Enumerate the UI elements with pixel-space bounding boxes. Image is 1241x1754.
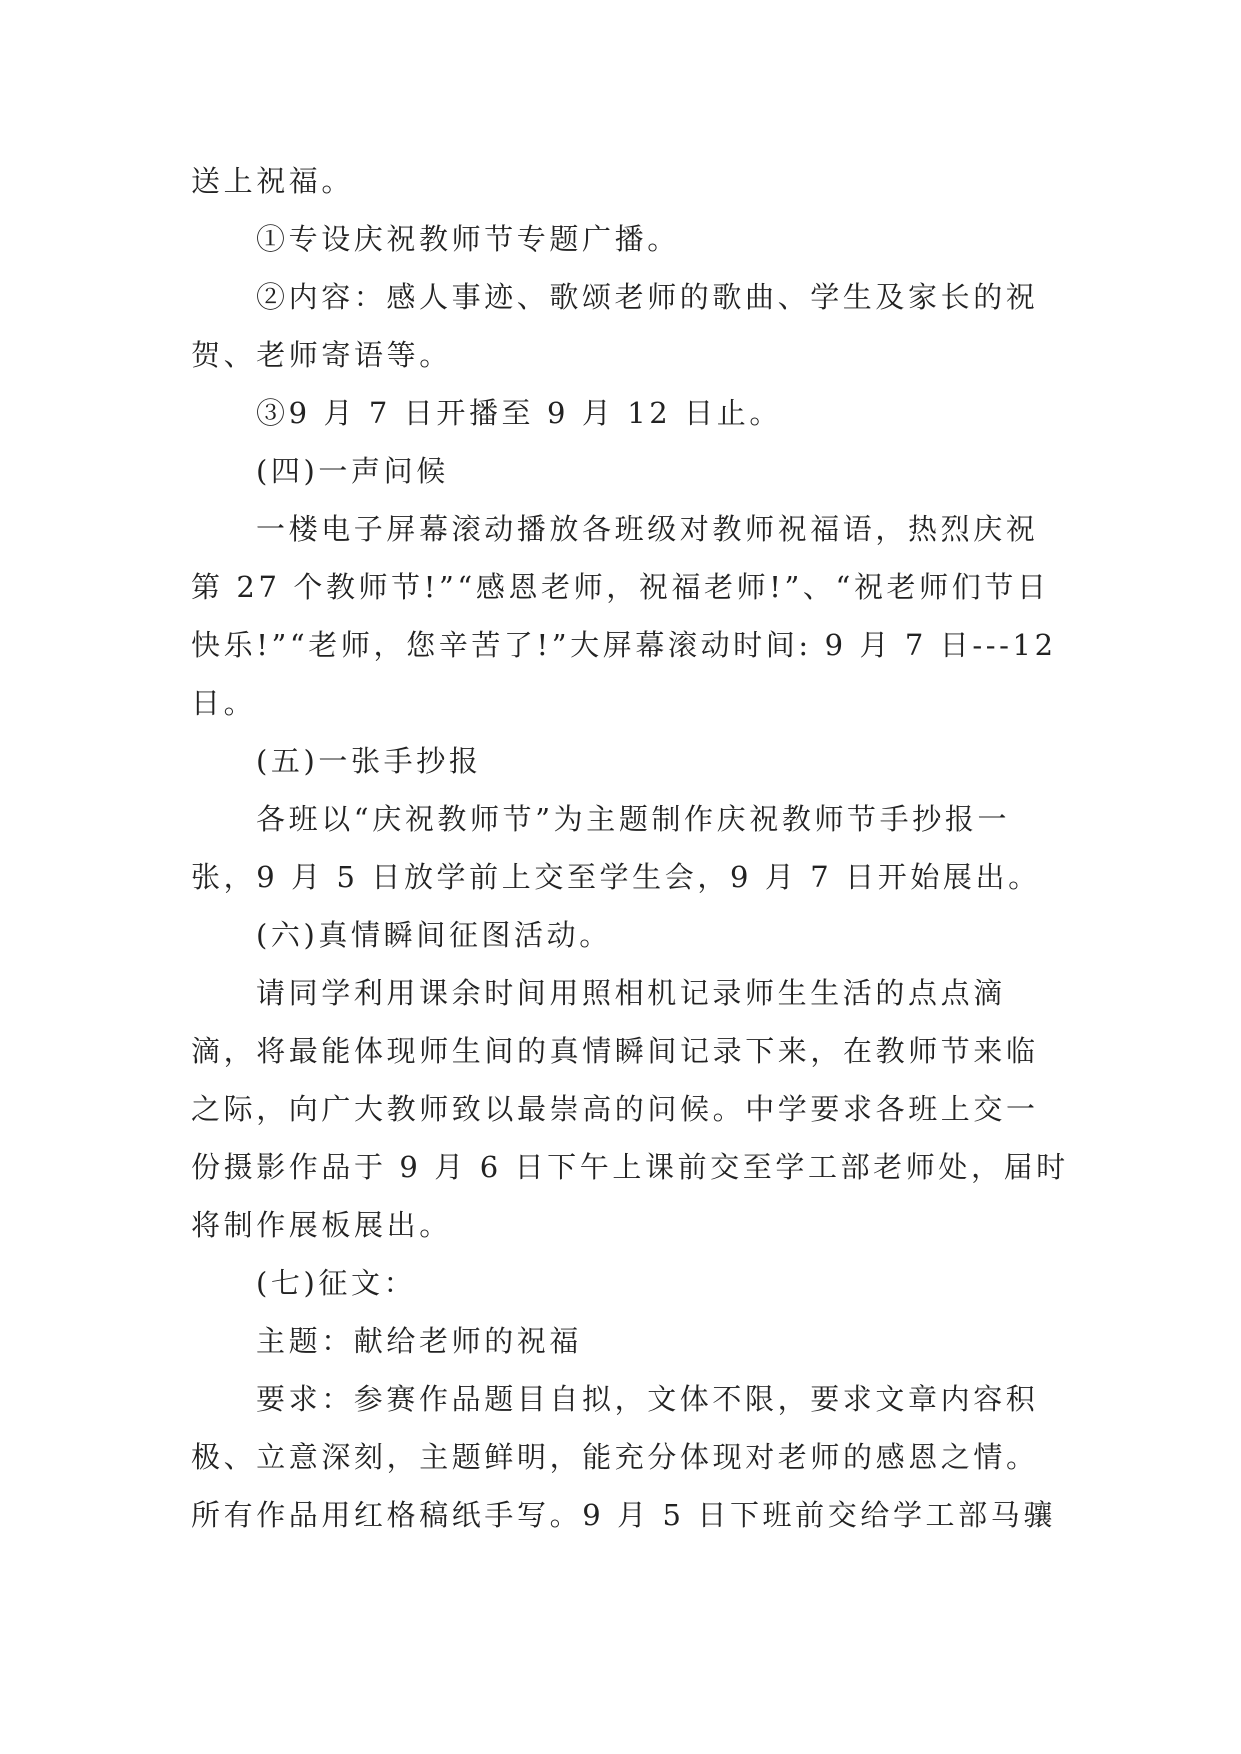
section-heading: (六)真情瞬间征图活动。 (256, 918, 612, 952)
paragraph-line: 极、立意深刻，主题鲜明，能充分体现对老师的感恩之情。 (191, 1440, 1039, 1474)
paragraph-line: 之际，向广大教师致以最崇高的问候。中学要求各班上交一 (191, 1092, 1039, 1126)
paragraph-line: 滴，将最能体现师生间的真情瞬间记录下来，在教师节来临 (191, 1034, 1039, 1068)
paragraph-line: ③9 月 7 日开播至 9 月 12 日止。 (256, 396, 782, 430)
paragraph-line: ①专设庆祝教师节专题广播。 (256, 222, 680, 256)
paragraph-line: 要求：参赛作品题目自拟，文体不限，要求文章内容积 (256, 1382, 1039, 1416)
paragraph-line: 一楼电子屏幕滚动播放各班级对教师祝福语，热烈庆祝 (256, 512, 1039, 546)
paragraph-line: 日。 (191, 686, 257, 720)
paragraph-line: 张，9 月 5 日放学前上交至学生会，9 月 7 日开始展出。 (191, 860, 1041, 894)
paragraph-line: 送上祝福。 (191, 164, 355, 198)
section-heading: (七)征文： (256, 1266, 417, 1300)
paragraph-line: 请同学利用课余时间用照相机记录师生生活的点点滴 (256, 976, 1006, 1010)
paragraph-line: 所有作品用红格稿纸手写。9 月 5 日下班前交给学工部马骧 (191, 1498, 1056, 1532)
paragraph-line: 主题：献给老师的祝福 (256, 1324, 583, 1358)
paragraph-line: 第 27 个教师节!”“感恩老师，祝福老师!”、“祝老师们节日 (191, 570, 1050, 604)
paragraph-line: 快乐!”“老师，您辛苦了!”大屏幕滚动时间: 9 月 7 日---12 (191, 628, 1057, 662)
paragraph-line: ②内容：感人事迹、歌颂老师的歌曲、学生及家长的祝 (256, 280, 1039, 314)
paragraph-line: 份摄影作品于 9 月 6 日下午上课前交至学工部老师处，届时 (191, 1150, 1069, 1184)
document-body (191, 152, 1071, 1544)
paragraph-line: 贺、老师寄语等。 (191, 338, 452, 372)
paragraph-line: 将制作展板展出。 (191, 1208, 452, 1242)
section-heading: (五)一张手抄报 (256, 744, 482, 778)
paragraph-line: 各班以“庆祝教师节”为主题制作庆祝教师节手抄报一 (256, 802, 1011, 836)
section-heading: (四)一声问候 (256, 454, 449, 488)
